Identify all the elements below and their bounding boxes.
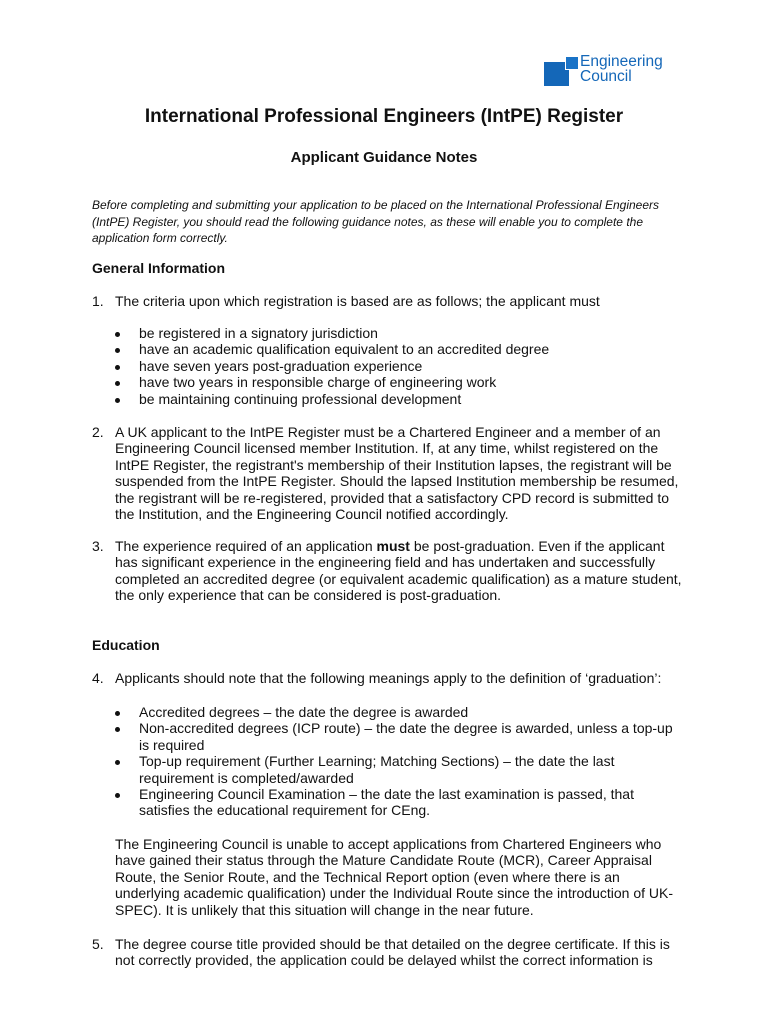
numbered-item-3 — [92, 538, 684, 604]
list-item: have two years in responsible charge of engineering work — [112, 374, 682, 390]
item-text — [115, 538, 684, 604]
intro-paragraph: Before completing and submitting your application to be placed on the International Professional Engineers (IntPE) Register, you should read the following guidance notes, as these will enable you to complete the application form correctly. — [92, 198, 660, 245]
item-text-part: The experience required of an application — [115, 538, 377, 554]
item-text: The degree course title provided should be that detailed on the degree certificate. If this is not correctly provided, the application could be delayed whilst the correct information is — [115, 936, 670, 969]
list-item: be maintaining continuing professional development — [112, 391, 682, 407]
list-item: Non-accredited degrees (ICP route) – the date the degree is awarded, unless a top-up is required — [112, 720, 682, 753]
criteria-list — [112, 325, 682, 407]
list-item: Engineering Council Examination – the date the last examination is passed, that satisfies the educational requirement for CEng. — [112, 786, 682, 819]
logo-mark-icon — [544, 56, 578, 86]
item-text-part: be post-graduation. Even if the applicant has significant experience in the engineering field and has undertaken and successfully completed an accredited degree (or equivalent academic qualification) as a mature student, the only experience that can be considered is post-graduation. — [115, 538, 682, 604]
engineering-council-logo — [544, 52, 674, 92]
logo-wordmark — [580, 54, 663, 84]
section-heading-education: Education — [92, 637, 160, 653]
list-item: have an academic qualification equivalent to an accredited degree — [112, 341, 682, 357]
list-item: Accredited degrees – the date the degree is awarded — [112, 704, 682, 720]
section-heading-general: General Information — [92, 260, 226, 276]
document-subtitle: Applicant Guidance Notes — [290, 149, 478, 166]
item-text: Applicants should note that the following meanings apply to the definition of ‘graduation’: — [115, 670, 662, 686]
education-paragraph: The Engineering Council is unable to accept applications from Chartered Engineers who have gained their status through the Mature Candidate Route (MCR), Career Appraisal Route, the Senior Route, and the Technical Report option (even where there is an underlying academic qualification) under the Individual Route since the introduction of UK-SPEC). It is unlikely that this situation will change in the near future. — [115, 836, 673, 918]
item-number: 5. — [92, 936, 104, 952]
numbered-item-1 — [92, 293, 684, 309]
numbered-item-2 — [92, 424, 684, 522]
list-item: Top-up requirement (Further Learning; Matching Sections) – the date the last requirement is completed/awarded — [112, 753, 682, 786]
item-number: 4. — [92, 670, 104, 686]
item-text: The criteria upon which registration is based are as follows; the applicant must — [115, 293, 600, 309]
graduation-definitions-list — [112, 704, 682, 819]
list-item: be registered in a signatory jurisdiction — [112, 325, 682, 341]
item-number: 1. — [92, 293, 104, 309]
item-number: 2. — [92, 424, 104, 440]
logo-line-2: Council — [580, 68, 632, 85]
emphasis-must: must — [376, 538, 410, 554]
numbered-item-5 — [92, 936, 684, 969]
item-text: A UK applicant to the IntPE Register must be a Chartered Engineer and a member of an Engineering Council licensed member Institution. If, at any time, whilst registered on the IntPE Register, the registrant's membership of their Institution lapses, the registrant will be suspended from the IntPE Register. Should the lapsed Institution membership be resumed, the registrant will be re-registered, provided that a satisfactory CPD record is submitted to the Institution, and the Engineering Council notified accordingly. — [115, 424, 679, 523]
item-number: 3. — [92, 538, 104, 554]
logo-line-1: Engineering — [580, 53, 663, 70]
numbered-item-4 — [92, 670, 684, 686]
document-title: International Professional Engineers (IntPE) Register — [144, 106, 624, 127]
list-item: have seven years post-graduation experience — [112, 358, 682, 374]
